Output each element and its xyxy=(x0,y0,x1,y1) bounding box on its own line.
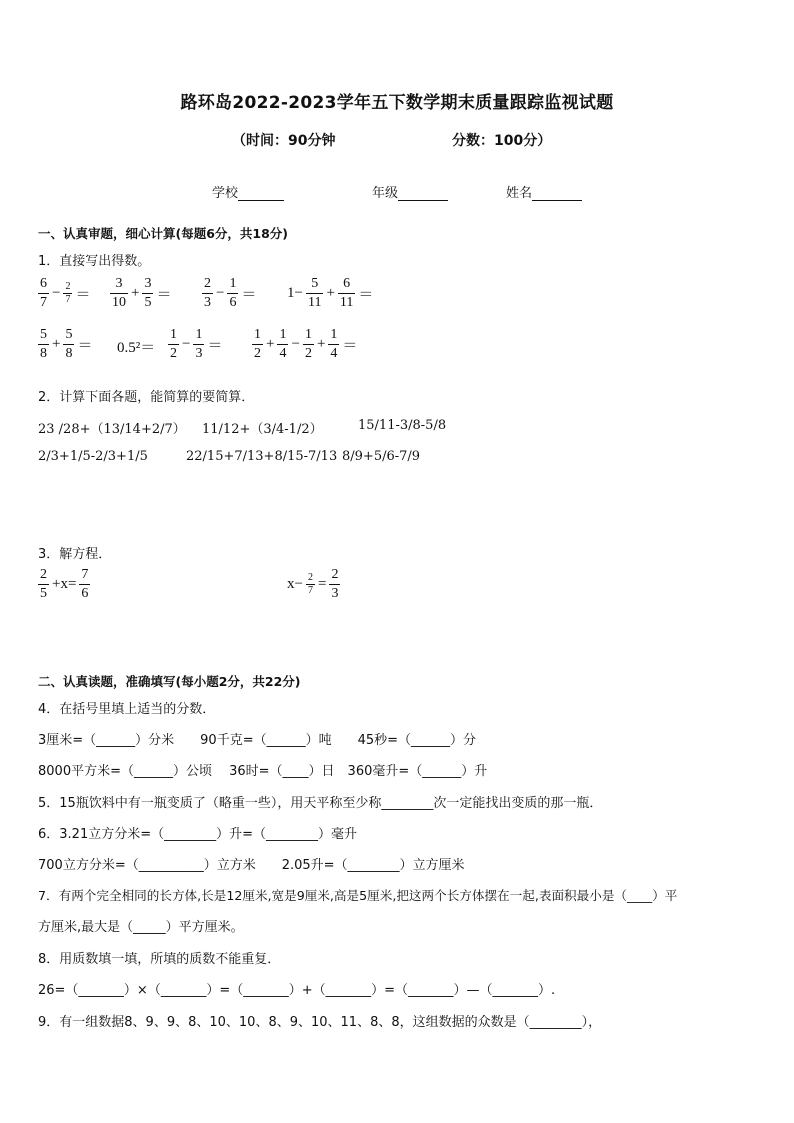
question-7-line-1: 7．有两个完全相同的长方体,长是12厘米,宽是9厘米,高是5厘米,把这两个长方体摆在一起,表面积最小是（____）平 xyxy=(38,888,678,903)
school-field[interactable]: 学校 xyxy=(212,182,284,201)
expr-2-2: 0.5²＝ xyxy=(117,340,156,356)
calc-item-2: 11/12+（3/4-1/2） xyxy=(202,422,323,437)
question-2: 2．计算下面各题，能简算的要简算． xyxy=(38,390,255,405)
calc-item-6: 8/9+5/6-7/9 xyxy=(342,449,421,464)
exam-time: （时间：90分钟 xyxy=(232,133,336,149)
question-4: 4．在括号里填上适当的分数． xyxy=(38,702,216,717)
section-2-heading: 二、认真读题，准确填写(每小题2分，共22分) xyxy=(38,674,301,689)
equation-2: x− $\frac{2}{7}$ = $\frac{2}{3}$ xyxy=(287,567,339,601)
expr-2-4: $\frac{1}{2}$ + $\frac{1}{4}$ − $\frac{1}{2}$ + $\frac{1}{4}$ ＝ xyxy=(254,327,358,361)
question-9: 9．有一组数据8、9、9、8、10、10、8、9、10、11、8、8，这组数据的众数是（________）， xyxy=(38,1015,602,1030)
equation-1: $\frac{2}{5}$ +x= $\frac{7}{6}$ xyxy=(40,567,89,601)
question-6-line-2: 700立方分米=（__________）立方米 2.05升=（________）立方厘米 xyxy=(38,858,465,873)
exam-score: 分数：100分） xyxy=(452,133,552,149)
calc-item-5: 22/15+7/13+8/15-7/13 xyxy=(186,449,338,464)
expr-1-1: $\frac{6}{7}$ − $\frac{2}{7}$ ＝ xyxy=(40,276,91,310)
question-6-line-1: 6．3.21立方分米=（________）升=（________）毫升 xyxy=(38,827,358,842)
section-1-heading: 一、认真审题，细心计算(每题6分，共18分) xyxy=(38,226,289,241)
expr-2-1: $\frac{5}{8}$ + $\frac{5}{8}$ ＝ xyxy=(40,327,93,361)
expr-1-4: 1− $\frac{5}{11}$ + $\frac{6}{11}$ ＝ xyxy=(287,276,374,310)
page-title: 路环岛2022-2023学年五下数学期末质量跟踪监视试题 xyxy=(180,93,614,113)
question-1: 1．直接写出得数。 xyxy=(38,254,151,269)
question-4-line-1: 3厘米=（______）分米 90千克=（______）吨 45秒=（______）分 xyxy=(38,733,477,748)
question-3: 3．解方程． xyxy=(38,547,112,562)
question-8-line-1: 26=（_______）×（_______）=（_______）+（_______）=（_______）—（_______）. xyxy=(38,983,556,998)
question-5: 5．15瓶饮料中有一瓶变质了（略重一些），用天平称至少称________次一定能找出变质的那一瓶． xyxy=(38,796,603,811)
expr-2-3: $\frac{1}{2}$ − $\frac{1}{3}$ ＝ xyxy=(170,327,223,361)
question-8: 8．用质数填一填，所填的质数不能重复． xyxy=(38,952,281,967)
expr-1-3: $\frac{2}{3}$ − $\frac{1}{6}$ ＝ xyxy=(204,276,257,310)
grade-field[interactable]: 年级 xyxy=(372,182,448,201)
name-field[interactable]: 姓名 xyxy=(506,182,582,201)
expr-1-2: $\frac{3}{10}$ + $\frac{3}{5}$ ＝ xyxy=(112,276,172,310)
calc-item-4: 2/3+1/5-2/3+1/5 xyxy=(38,449,148,464)
question-4-line-2: 8000平方米=（______）公顷 36时=（____）日 360毫升=（______）升 xyxy=(38,764,488,779)
calc-item-1: 23 /28+（13/14+2/7） xyxy=(38,422,186,437)
calc-item-3: 15/11-3/8-5/8 xyxy=(358,418,447,433)
question-7-line-2: 方厘米,最大是（_____）平方厘米。 xyxy=(38,920,244,935)
